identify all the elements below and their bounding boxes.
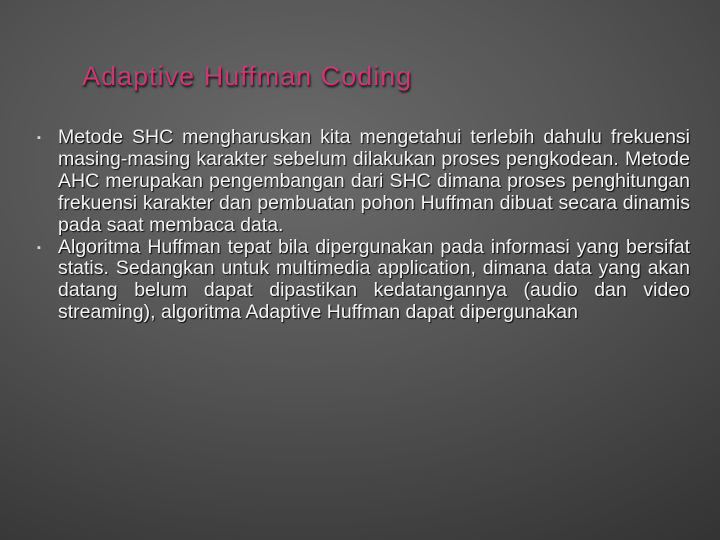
bullet-icon: ▪ bbox=[37, 132, 41, 144]
slide-title: Adaptive Huffman Coding bbox=[82, 61, 413, 91]
bullet-text: Algoritma Huffman tepat bila dipergunakan pada informasi yang bersifat statis. Sedangkan untuk multimedia application, dimana data yang akan datang belum dapat dipastikan kedatangannya (audio dan video streaming), algoritma Adaptive Huffman dapat dipergunakan bbox=[58, 235, 690, 324]
bullet-item bbox=[0, 237, 690, 325]
bullet-icon: ▪ bbox=[37, 241, 41, 254]
bullet-text: Metode SHC mengharuskan kita mengetahui terlebih dahulu frekuensi masing-masing karakter sebelum dilakukan proses pengkodean. Metode AHC merupakan pengembangan dari SHC dimana proses penghitungan frekuensi karakter dan pembuatan pohon Huffman dibuat secara dinamis pada saat membaca data. bbox=[58, 126, 690, 236]
bullet-item bbox=[0, 127, 690, 237]
bullet-list bbox=[0, 127, 720, 324]
